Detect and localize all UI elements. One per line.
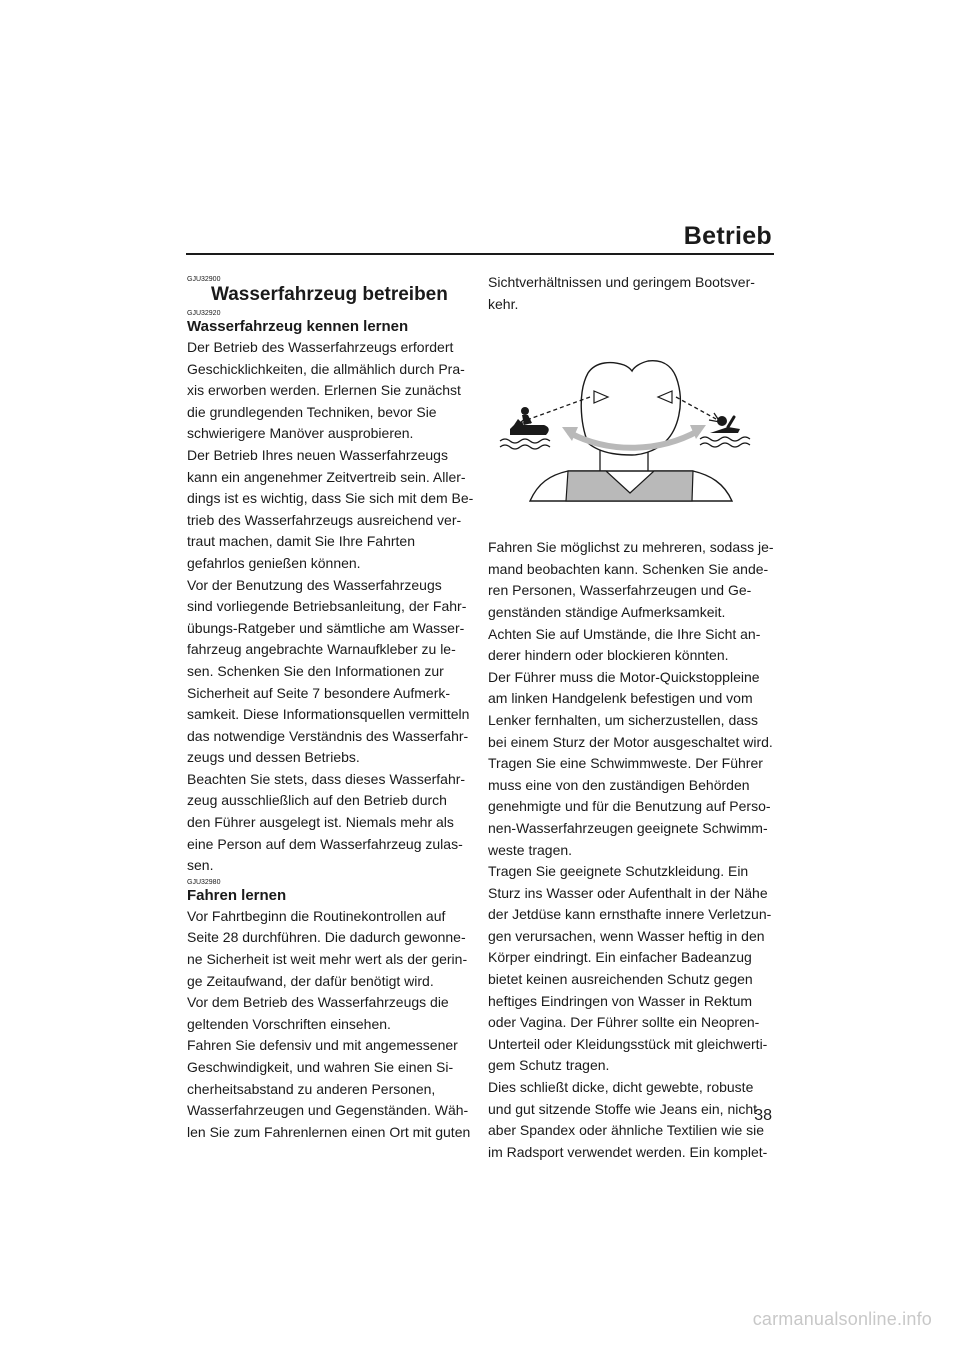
text-line: kann ein angenehmer Zeitvertreib sein. Aller- — [187, 468, 466, 485]
text-line: das notwendige Verständnis des Wasserfahr- — [187, 727, 469, 744]
section-title: Wasserfahrzeug betreiben — [211, 284, 448, 305]
text-line: nen-Wasserfahrzeugen geeignete Schwimm- — [488, 819, 768, 836]
text-line: zeug ausschließlich auf den Betrieb durch — [187, 792, 447, 809]
text-line: Geschicklichkeiten, die allmählich durch Pra- — [187, 360, 465, 377]
text-line: der Jetdüse kann ernsthafte innere Verletzun- — [488, 906, 772, 923]
text-line: Tragen Sie eine Schwimmweste. Der Führer — [488, 755, 763, 772]
text-line: dings ist es wichtig, dass Sie sich mit dem Be- — [187, 490, 474, 507]
text-line: len Sie zum Fahrenlernen einen Ort mit guten — [187, 1123, 471, 1140]
text-line: Der Betrieb Ihres neuen Wasserfahrzeugs — [187, 446, 448, 463]
text-line: Seite 28 durchführen. Die dadurch gewonne- — [187, 929, 466, 946]
text-line: genständen ständige Aufmerksamkeit. — [488, 603, 726, 620]
subsection-code: GJU32920 — [187, 310, 221, 317]
text-line: gefahrlos genießen können. — [187, 554, 361, 571]
text-line: schwierigere Manöver ausprobieren. — [187, 425, 414, 442]
lookout-illustration-svg — [488, 343, 774, 503]
text-line: Vor dem Betrieb des Wasserfahrzeugs die — [187, 994, 449, 1011]
text-line: ge Zeitaufwand, der dafür benötigt wird. — [187, 972, 434, 989]
text-line: sen. Schenken Sie den Informationen zur — [187, 662, 444, 679]
text-line: zeugs und dessen Betriebs. — [187, 749, 360, 766]
text-line: mand beobachten kann. Schenken Sie ande- — [488, 560, 769, 577]
text-line: Sichtverhältnissen und geringem Bootsver- — [488, 274, 755, 290]
text-line: im Radsport verwendet werden. Ein komplet- — [488, 1143, 768, 1160]
text-line: die grundlegenden Techniken, bevor Sie — [187, 403, 437, 420]
subsection-title: Wasserfahrzeug kennen lernen — [187, 318, 409, 335]
text-line: Der Betrieb des Wasserfahrzeugs erfordert — [187, 339, 454, 355]
watermark: carmanualsonline.info — [752, 1309, 932, 1329]
text-line: kehr. — [488, 295, 519, 312]
text-line: heftiges Eindringen von Wasser in Rektum — [488, 992, 753, 1009]
text-line: Geschwindigkeit, und wahren Sie einen Si- — [187, 1059, 454, 1075]
text-line: ne Sicherheit ist weit mehr wert als der gerin- — [187, 951, 468, 968]
text-line: aber Spandex oder ähnliche Textilien wie sie — [488, 1122, 765, 1139]
text-line: eine Person auf dem Wasserfahrzeug zulas- — [187, 835, 463, 852]
text-line: Tragen Sie geeignete Schutzkleidung. Ein — [488, 863, 749, 880]
text-line: gen verursachen, wenn Wasser heftig in den — [488, 927, 765, 944]
text-line: oder Vagina. Der Führer sollte ein Neopren- — [488, 1014, 760, 1031]
jet-ski-icon — [510, 407, 549, 435]
text-line: am linken Handgelenk befestigen und vom — [488, 690, 753, 707]
text-line: bei einem Sturz der Motor ausgeschaltet wird. — [488, 733, 773, 750]
text-line: Achten Sie auf Umstände, die Ihre Sicht an- — [488, 625, 761, 642]
lookout-illustration — [488, 343, 774, 503]
text-line: übungs-Ratgeber und sämtliche am Wasser- — [187, 619, 465, 636]
text-line: den Führer ausgelegt ist. Niemals mehr als — [187, 814, 454, 831]
section-code: GJU32900 — [187, 276, 221, 283]
text-line: genehmigte und für die Benutzung auf Perso- — [488, 798, 771, 815]
text-line: cherheitsabstand zu anderen Personen, — [187, 1080, 436, 1097]
text-line: xis erworben werden. Erlernen Sie zunächst — [187, 382, 461, 399]
text-line: Lenker fernhalten, um sicherzustellen, dass — [488, 711, 759, 728]
text-line: sen. — [187, 857, 214, 874]
text-line: Unterteil oder Kleidungsstück mit gleichwerti- — [488, 1035, 768, 1052]
text-line: trieb des Wasserfahrzeugs ausreichend ver- — [187, 511, 462, 528]
text-line: Körper eindringt. Ein einfacher Badeanzug — [488, 949, 752, 966]
text-line: traut machen, damit Sie Ihre Fahrten — [187, 533, 415, 550]
page-header-title: Betrieb — [683, 222, 772, 250]
text-line: bietet keinen ausreichenden Schutz gegen — [488, 971, 753, 988]
text-line: samkeit. Diese Informationsquellen vermitteln — [187, 706, 470, 723]
text-line: Vor der Benutzung des Wasserfahrzeugs — [187, 576, 442, 593]
body-text — [187, 337, 473, 877]
text-line: Fahren Sie defensiv und mit angemessener — [187, 1037, 458, 1054]
text-line: Der Führer muss die Motor-Quickstoppleine — [488, 668, 760, 685]
text-line: Fahren Sie möglichst zu mehreren, sodass je- — [488, 539, 774, 556]
text-line: Vor Fahrtbeginn die Routinekontrollen auf — [187, 907, 446, 924]
text-line: Sturz ins Wasser oder Aufenthalt in der Nähe — [488, 884, 768, 901]
text-line: sind vorliegende Betriebsanleitung, der Fahr- — [187, 598, 467, 615]
text-line: Beachten Sie stets, dass dieses Wasserfahr- — [187, 770, 466, 787]
text-line: weste tragen. — [488, 841, 573, 858]
right-column — [488, 272, 774, 1163]
text-line: gem Schutz tragen. — [488, 1057, 610, 1074]
body-text — [187, 906, 473, 1144]
subsection-title: Fahren lernen — [187, 886, 287, 904]
subsection-code: GJU32980 — [187, 878, 221, 886]
page-number: 38 — [754, 1107, 772, 1124]
text-line: Sicherheit auf Seite 7 besondere Aufmerk- — [187, 684, 451, 701]
text-line: derer hindern oder blockieren könnten. — [488, 647, 729, 664]
left-column — [187, 276, 473, 1143]
text-line: geltenden Vorschriften einsehen. — [187, 1015, 391, 1032]
text-line: Wasserfahrzeugen und Gegenständen. Wäh- — [187, 1102, 469, 1119]
text-line: und gut sitzende Stoffe wie Jeans ein, nicht — [488, 1100, 758, 1117]
header-rule — [186, 253, 774, 255]
text-line: Dies schließt dicke, dicht gewebte, robuste — [488, 1079, 754, 1096]
text-line: fahrzeug angebrachte Warnaufkleber zu le- — [187, 641, 456, 658]
text-line: ren Personen, Wasserfahrzeugen und Ge- — [488, 582, 752, 599]
text-line: muss eine von den zuständigen Behörden — [488, 776, 750, 793]
